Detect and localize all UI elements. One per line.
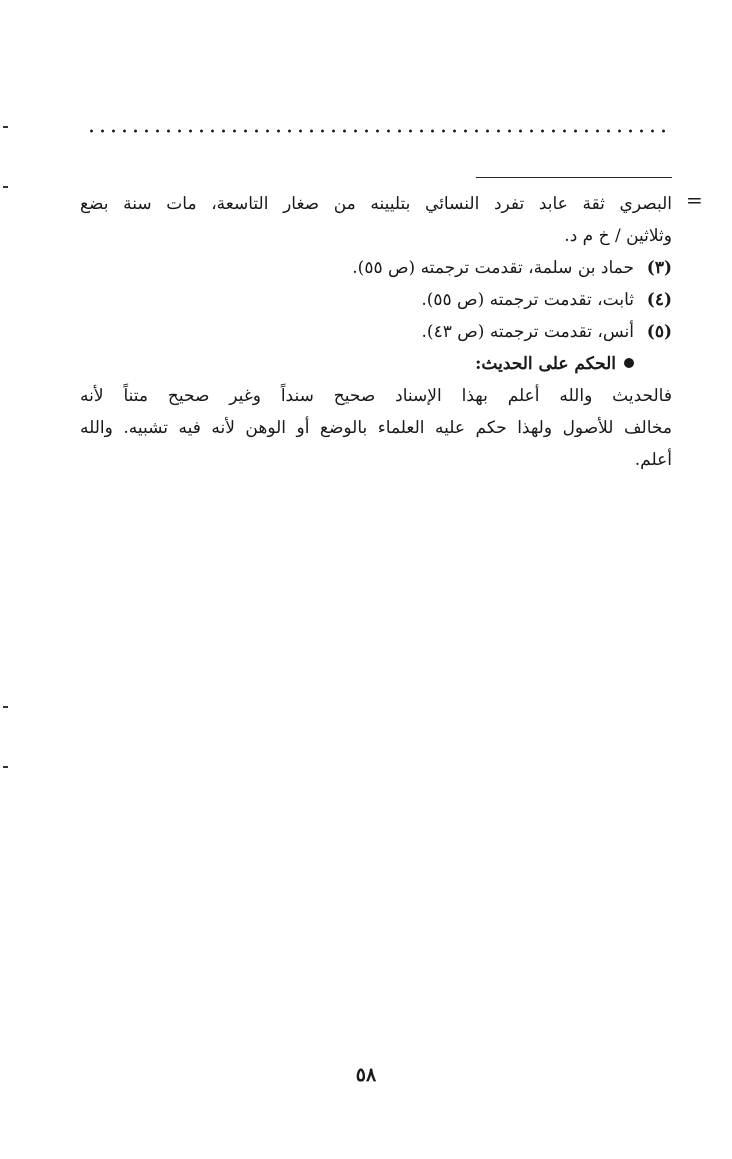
footnote-item [80,316,672,348]
footnote-number: (٤) [646,290,672,310]
page-number: ٥٨ [355,1064,377,1086]
footnote-text: حماد بن سلمة، تقدمت ترجمته (ص ٥٥). [352,258,634,278]
ruling-line-2: مخالف للأصول ولهذا حكم عليه العلماء بالوضع أو الوهن لأنه فيه تشبيه. والله [80,418,672,438]
footnote-item [80,252,672,284]
footnote-continued-line-2: وثلاثين / خ م د. [564,226,672,246]
footnote-text: ثابت، تقدمت ترجمته (ص ٥٥). [421,290,634,310]
footnote-item [80,284,672,316]
footnote-number: (٣) [646,258,672,278]
scan-edge-mark [3,186,8,188]
ruling-heading-text: الحكم على الحديث: [475,354,616,374]
ruling-line-1: فالحديث والله أعلم بهذا الإسناد صحيح سنداً وغير صحيح متناً لأنه [80,386,672,406]
footnotes-block [80,188,672,476]
scan-edge-mark [3,126,8,128]
continuation-mark: = [686,188,703,212]
footnote-text: أنس، تقدمت ترجمته (ص ٤٣). [421,322,634,342]
ruling-heading [80,348,672,380]
dotted-separator [86,128,672,134]
ruling-line-3: أعلم. [634,450,672,470]
bullet-icon [624,358,634,368]
footnote-separator-line [476,177,672,178]
footnote-number: (٥) [646,322,672,342]
footnote-continued-line-1: البصري ثقة عابد تفرد النسائي بتليينه من صغار التاسعة، مات سنة بضع [80,194,672,214]
scan-edge-mark [3,766,8,768]
scan-edge-mark [3,706,8,708]
